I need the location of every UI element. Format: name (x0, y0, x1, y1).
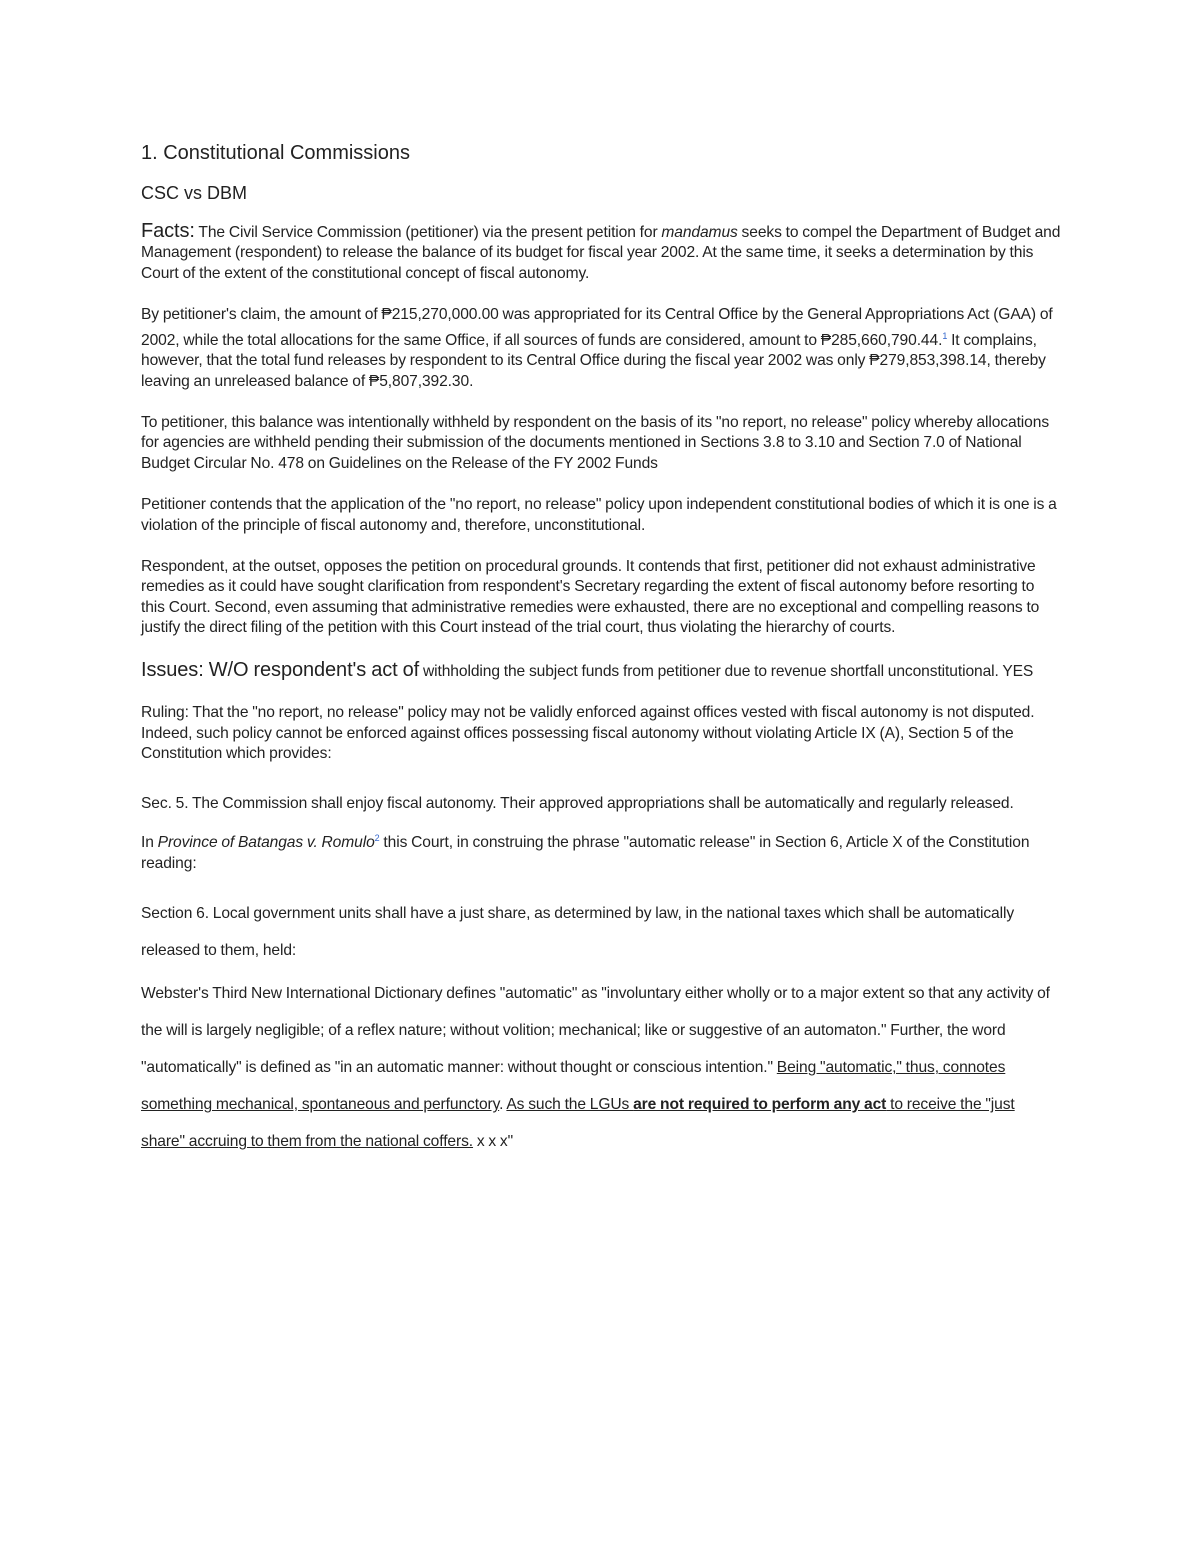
contends-paragraph: Petitioner contends that the application of the "no report, no release" policy upon independent constitutional bodies of which it is one is a violation of the principle of fiscal autonomy and, therefore, unconstitutional. (141, 496, 1057, 534)
footnote-link-1[interactable]: 1 (942, 330, 948, 341)
facts-paragraph (141, 221, 1061, 284)
webster-period: . (499, 1096, 507, 1114)
section-6-quote: Section 6. Local government units shall have a just share, as determined by law, in the national taxes which shall be automatically released to them, held: (141, 905, 1015, 960)
facts-label: Facts: (141, 220, 195, 242)
batangas-text-b: this Court, in construing the phrase "automatic release" in Section 6, Article X of the Constitution reading: (141, 834, 1030, 872)
ruling-paragraph: Ruling: That the "no report, no release" policy may not be validly enforced against offices vested with fiscal autonomy is not disputed. Indeed, such policy cannot be enforced against offices possessing fiscal autonomy without violating Article IX (A), Section 5 of the Constitution which provides: (141, 704, 1035, 762)
batangas-paragraph (141, 828, 1061, 874)
webster-tail: x x x" (473, 1133, 514, 1151)
facts-italic: mandamus (661, 224, 738, 241)
withheld-paragraph: To petitioner, this balance was intentionally withheld by respondent on the basis of its "no report, no release" policy whereby allocations for agencies are withheld pending their submission of the documents mentioned in Sections 3.8 to 3.10 and Section 7.0 of National Budget Circular No. 478 on Guidelines on the Release of the FY 2002 Funds (141, 414, 1050, 472)
webster-underline-2a: As such the LGUs (506, 1096, 634, 1114)
facts-text-a: The Civil Service Commission (petitioner) via the present petition for (194, 224, 662, 241)
webster-underline-1: Being "automatic," thus, connotes something mechanical, spontaneous and perfunctory (141, 1059, 1006, 1114)
batangas-case-name: Province of Batangas v. Romulo (157, 834, 375, 852)
webster-quote (141, 975, 1061, 1160)
issues-label: Issues: W/O respondent's act of (141, 658, 420, 681)
webster-underline-2b: to receive the "just share" accruing to them from the national coffers. (141, 1096, 1015, 1151)
section-5-quote: Sec. 5. The Commission shall enjoy fiscal autonomy. Their approved appropriations shall be automatically and regularly released. (141, 795, 1014, 813)
footnote-link-2[interactable]: 2 (374, 833, 380, 844)
claim-text-b: It complains, however, that the total fund releases by respondent to its Central Office during the fiscal year 2002 was only ₱279,853,398.14, thereby leaving an unreleased balance of ₱5,807,392.30. (141, 331, 1046, 390)
issues-paragraph (141, 660, 1061, 682)
section-heading: 1. Constitutional Commissions (141, 142, 410, 164)
respondent-paragraph: Respondent, at the outset, opposes the petition on procedural grounds. It contends that first, petitioner did not exhaust administrative remedies as it could have sought clarification from respondent's Secretary regarding the extent of fiscal autonomy before resorting to this Court. Second, even assuming that administrative remedies were exhausted, there are no exceptional and compelling reasons to justify the direct filing of the petition with this Court instead of the trial court, thus violating the hierarchy of courts. (141, 558, 1040, 637)
issues-text: withholding the subject funds from petitioner due to revenue shortfall unconstitutional. YES (419, 662, 1034, 680)
webster-text-a: Webster's Third New International Dictionary defines "automatic" as "involuntary either wholly or to a major extent so that any activity of the will is largely negligible; of a reflex nature; without volition; mechanical; like or suggestive of an automaton." Further, the word "automatically" is defined as "in an automatic manner: without thought or conscious intention." (141, 985, 1050, 1077)
batangas-text-a: In (141, 834, 158, 852)
document-page (141, 140, 1061, 1166)
claim-text-a: By petitioner's claim, the amount of ₱215,270,000.00 was appropriated for its Central Office by the General Appropriations Act (GAA) of 2002, while the total allocations for the same Office, if all sources of funds are considered, amount to ₱285,660,790.44. (141, 306, 1053, 349)
facts-text-b: seeks to compel the Department of Budget and Management (respondent) to release the balance of its budget for fiscal year 2002. At the same time, it seeks a determination by this Court of the extent of the constitutional concept of fiscal autonomy. (141, 224, 1061, 282)
webster-underline-bold: are not required to perform any act (633, 1096, 887, 1114)
case-title: CSC vs DBM (141, 183, 248, 203)
claim-paragraph (141, 305, 1061, 392)
